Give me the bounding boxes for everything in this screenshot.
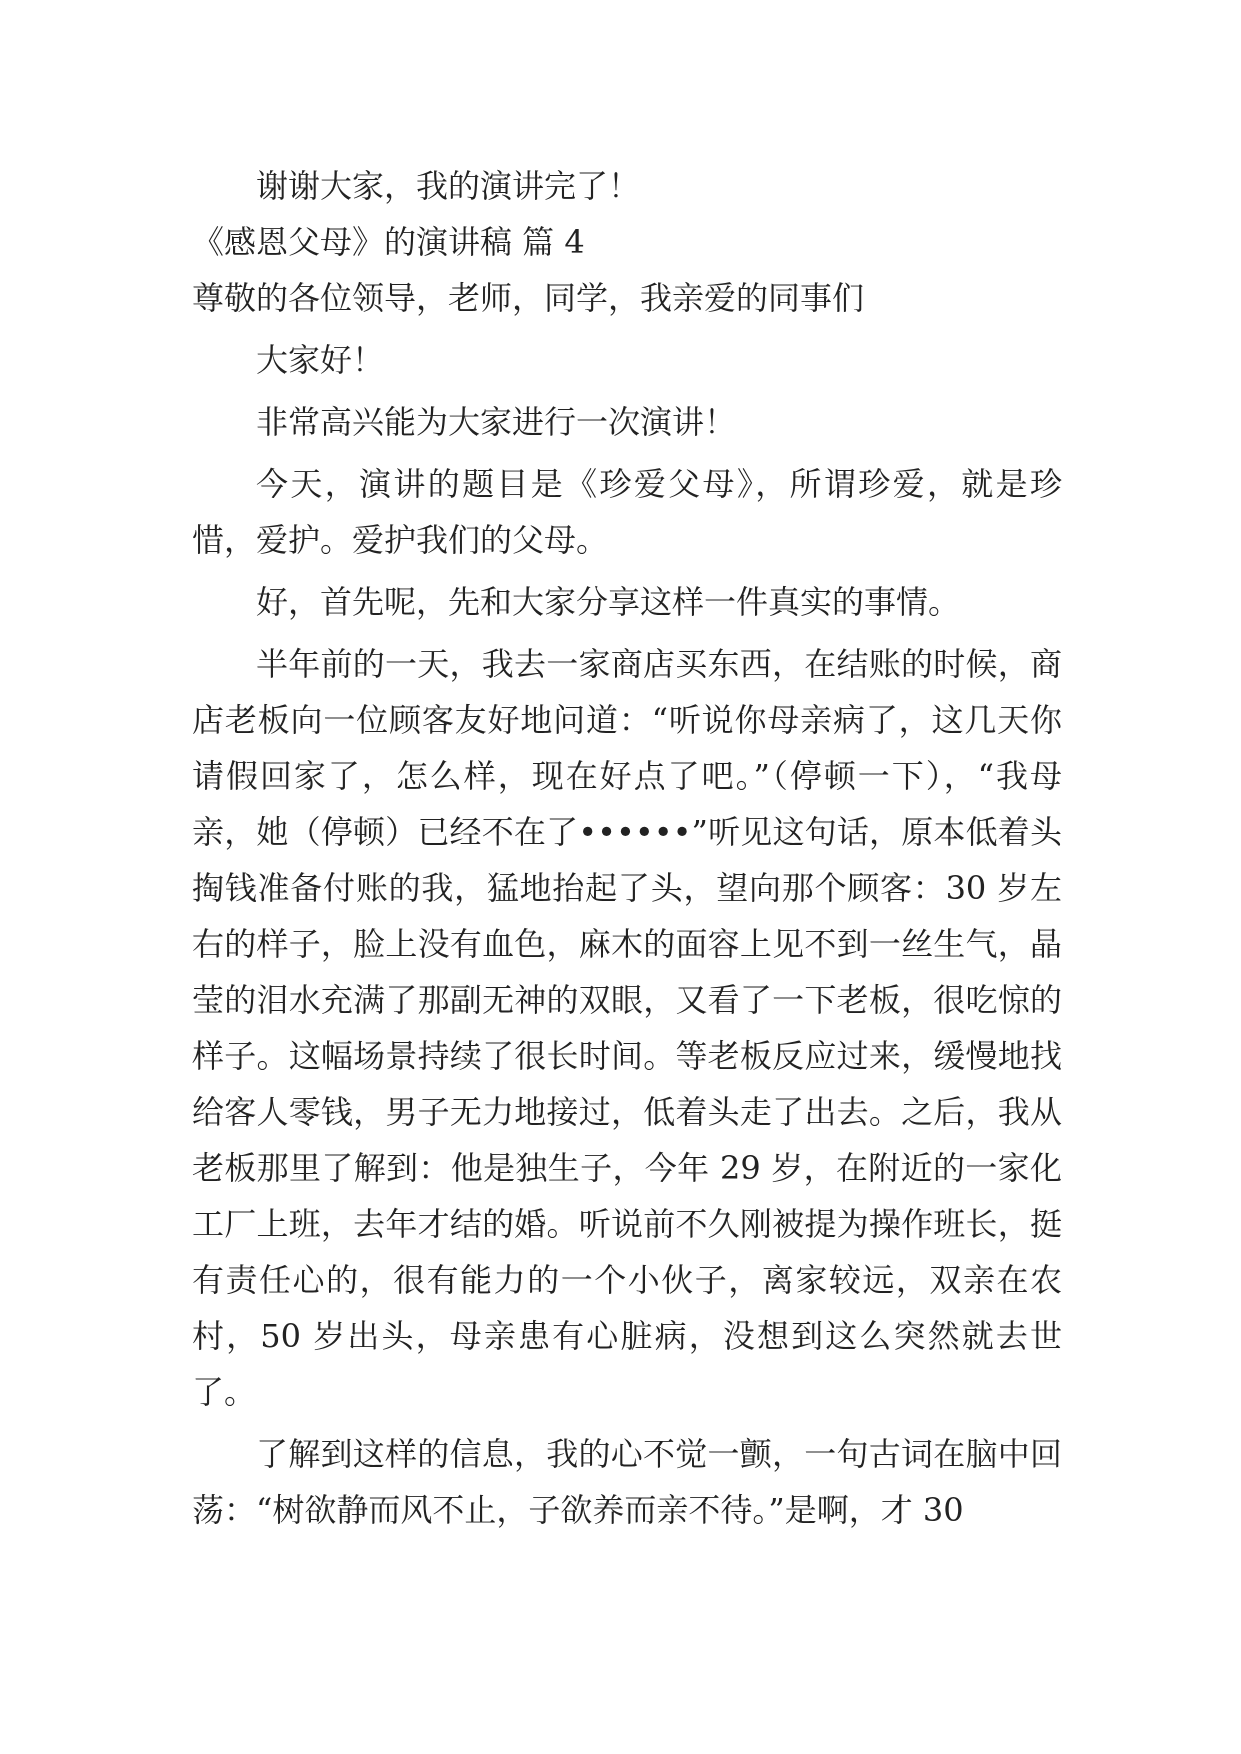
greeting: 大家好！ — [256, 341, 385, 379]
closing-line: 谢谢大家，我的演讲完了！ — [256, 167, 641, 205]
reflection-paragraph: 了解到这样的信息，我的心不觉一颤，一句古词在脑中回荡：“树欲静而风不止，子欲养而亲不待。”是啊，才 30 — [192, 1435, 1062, 1529]
story-paragraph: 半年前的一天，我去一家商店买东西，在结账的时候，商店老板向一位顾客友好地问道：“听说你母亲病了，这几天你请假回家了，怎么样，现在好点了吧。”（停顿一下），“我母亲，她（停顿）已经不在了••••••”听见这句话，原本低着头掏钱准备付账的我，猛地抬起了头，望向那个顾客：30 岁左右的样子，脸上没有血色，麻木的面容上见不到一丝生气，晶莹的泪水充满了那副无神的双眼，又看了一下老板，很吃惊的样子。这幅场景持续了很长时间。等老板反应过来，缓慢地找给客人零钱，男子无力地接过，低着头走了出去。之后，我从老板那里了解到：他是独生子，今年 29 岁，在附近的一家化工厂上班，去年才结的婚。听说前不久刚被提为操作班长，挺有责任心的，很有能力的一个小伙子，离家较远，双亲在农村，50 岁出头，母亲患有心脏病，没想到这么突然就去世了。 — [192, 645, 1062, 1411]
section-title: 《感恩父母》的演讲稿 篇 4 — [192, 223, 585, 261]
intro-paragraph: 非常高兴能为大家进行一次演讲！ — [256, 403, 737, 441]
document-body — [192, 158, 1062, 1538]
topic-paragraph: 今天，演讲的题目是《珍爱父母》，所谓珍爱，就是珍惜，爱护。爱护我们的父母。 — [192, 465, 1062, 559]
salutation: 尊敬的各位领导，老师，同学，我亲爱的同事们 — [192, 279, 865, 317]
share-paragraph: 好，首先呢，先和大家分享这样一件真实的事情。 — [256, 583, 961, 621]
